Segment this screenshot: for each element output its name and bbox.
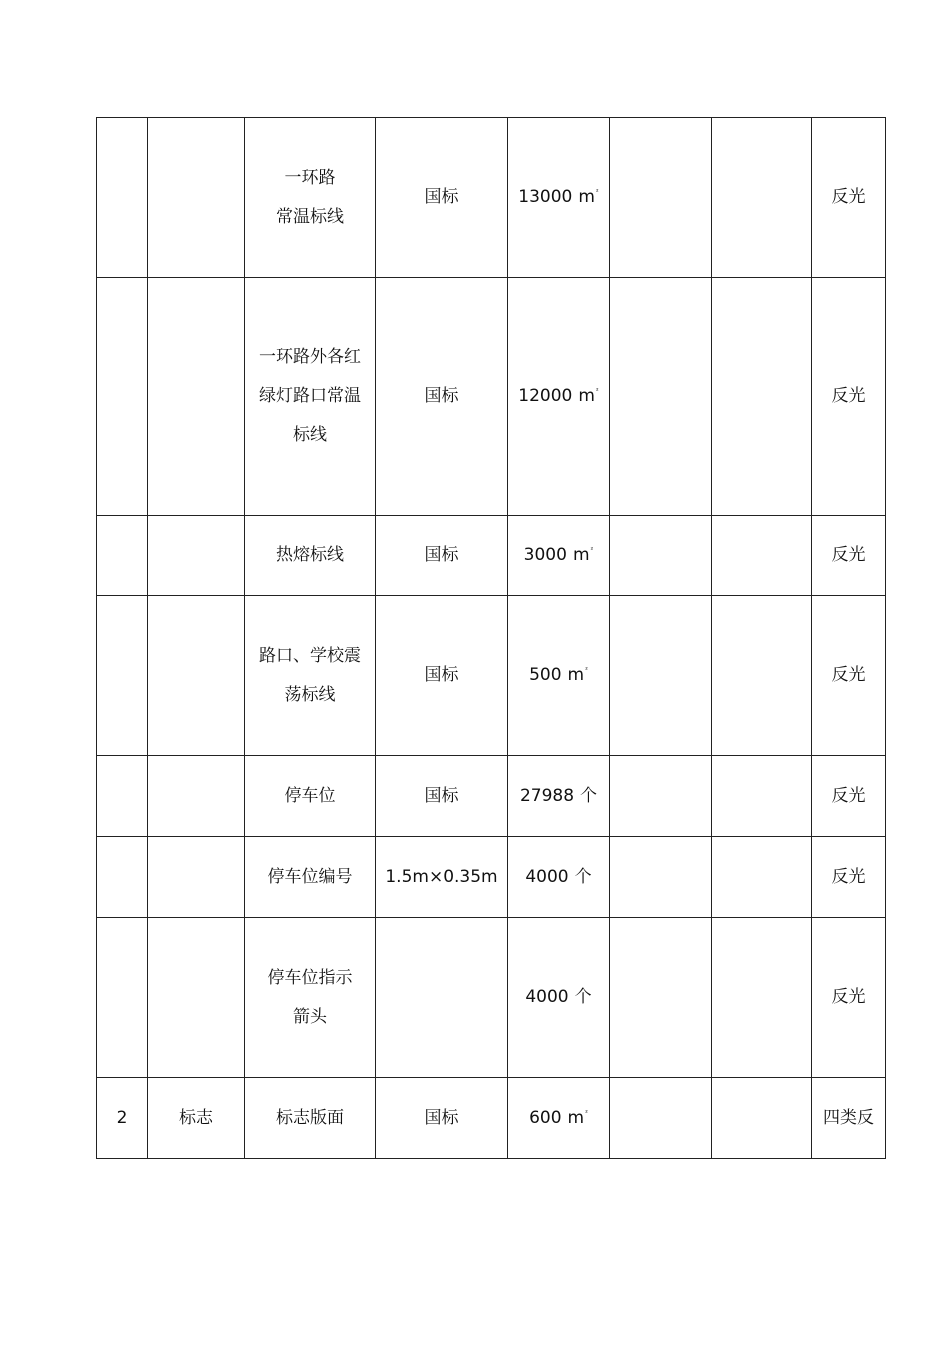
- quantity-cell: [508, 756, 610, 837]
- item-name-cell: [245, 278, 376, 516]
- item-name-line: 标线: [293, 425, 327, 445]
- item-name-cell: [245, 1078, 376, 1159]
- table-row: [97, 756, 886, 837]
- quantity-value: 4000: [525, 866, 569, 887]
- quantity-unit: m: [578, 187, 595, 207]
- row-number-cell: [97, 837, 148, 918]
- empty-cell: [610, 837, 712, 918]
- quantity-cell: [508, 837, 610, 918]
- note-cell: 反光: [812, 516, 886, 596]
- row-number-cell: [97, 918, 148, 1078]
- category-cell: [148, 278, 245, 516]
- note-cell: 反光: [812, 756, 886, 837]
- note-cell: 反光: [812, 837, 886, 918]
- quantity-cell: [508, 278, 610, 516]
- table-row: [97, 278, 886, 516]
- item-name-cell: [245, 516, 376, 596]
- quantity-value: 13000: [518, 187, 573, 207]
- quantity-unit: 个: [574, 866, 592, 887]
- quantity-cell: [508, 118, 610, 278]
- empty-cell: [712, 756, 812, 837]
- quantity-value: 12000: [518, 386, 573, 406]
- item-name-cell: [245, 918, 376, 1078]
- table-row: [97, 118, 886, 278]
- empty-cell: [610, 118, 712, 278]
- spec-cell: 1.5m×0.35m: [376, 837, 508, 918]
- item-name-line: 绿灯路口常温: [259, 386, 361, 406]
- table-row: [97, 1078, 886, 1159]
- empty-cell: [712, 918, 812, 1078]
- spec-cell: [376, 918, 508, 1078]
- spec-cell: 国标: [376, 118, 508, 278]
- quantity-unit: 个: [580, 785, 598, 806]
- empty-cell: [712, 1078, 812, 1159]
- spec-cell: 国标: [376, 278, 508, 516]
- item-name-line: 停车位指示: [267, 967, 353, 988]
- empty-cell: [610, 596, 712, 756]
- item-name-line: 停车位: [284, 785, 336, 806]
- row-number-cell: 2: [97, 1078, 148, 1159]
- empty-cell: [610, 278, 712, 516]
- spec-cell: 国标: [376, 596, 508, 756]
- row-number-cell: [97, 756, 148, 837]
- category-cell: [148, 516, 245, 596]
- unit-superscript: ²: [595, 188, 599, 196]
- item-name-line: 箭头: [293, 1006, 327, 1027]
- quantity-unit: m: [578, 386, 595, 406]
- category-cell: 标志: [148, 1078, 245, 1159]
- table-row: [97, 596, 886, 756]
- item-name-cell: [245, 596, 376, 756]
- quantity-unit: m: [572, 545, 590, 565]
- empty-cell: [712, 516, 812, 596]
- row-number-cell: [97, 118, 148, 278]
- item-name-cell: [245, 118, 376, 278]
- empty-cell: [712, 837, 812, 918]
- spec-table: [96, 117, 886, 1159]
- quantity-unit: 个: [574, 987, 592, 1007]
- table-row: [97, 918, 886, 1078]
- note-cell: 反光: [812, 918, 886, 1078]
- item-name-line: 常温标线: [276, 206, 344, 227]
- category-cell: [148, 596, 245, 756]
- empty-cell: [712, 278, 812, 516]
- spec-cell: 国标: [376, 516, 508, 596]
- quantity-value: 3000: [523, 545, 567, 565]
- row-number-cell: [97, 516, 148, 596]
- empty-cell: [712, 596, 812, 756]
- table-row: [97, 516, 886, 596]
- item-name-cell: [245, 756, 376, 837]
- row-number-cell: [97, 596, 148, 756]
- item-name-line: 标志版面: [276, 1107, 344, 1128]
- quantity-cell: [508, 1078, 610, 1159]
- category-cell: [148, 118, 245, 278]
- unit-superscript: ²: [585, 666, 588, 674]
- quantity-cell: [508, 918, 610, 1078]
- quantity-unit: m: [567, 1107, 585, 1128]
- category-cell: [148, 918, 245, 1078]
- empty-cell: [610, 918, 712, 1078]
- note-cell: 反光: [812, 596, 886, 756]
- quantity-cell: [508, 516, 610, 596]
- item-name-line: 路口、学校震: [259, 645, 361, 666]
- row-number-cell: [97, 278, 148, 516]
- empty-cell: [610, 516, 712, 596]
- category-cell: [148, 756, 245, 837]
- spec-cell: 国标: [376, 1078, 508, 1159]
- unit-superscript: ²: [585, 1108, 588, 1117]
- item-name-line: 荡标线: [284, 684, 336, 705]
- item-name-line: 一环路: [284, 167, 336, 188]
- quantity-value: 4000: [525, 987, 569, 1007]
- quantity-value: 600: [529, 1107, 562, 1128]
- note-cell: 反光: [812, 278, 886, 516]
- note-cell: 四类反: [812, 1078, 886, 1159]
- quantity-unit: m: [567, 665, 585, 685]
- empty-cell: [610, 1078, 712, 1159]
- item-name-line: 停车位编号: [267, 866, 353, 887]
- table-body: [97, 118, 886, 1159]
- category-cell: [148, 837, 245, 918]
- note-cell: 反光: [812, 118, 886, 278]
- empty-cell: [712, 118, 812, 278]
- empty-cell: [610, 756, 712, 837]
- unit-superscript: ²: [590, 546, 594, 554]
- spec-cell: 国标: [376, 756, 508, 837]
- item-name-line: 一环路外各红: [259, 347, 361, 367]
- table-row: [97, 837, 886, 918]
- quantity-value: 27988: [519, 785, 575, 806]
- item-name-line: 热熔标线: [276, 545, 344, 565]
- quantity-cell: [508, 596, 610, 756]
- unit-superscript: ²: [595, 387, 599, 395]
- item-name-cell: [245, 837, 376, 918]
- quantity-value: 500: [529, 665, 562, 685]
